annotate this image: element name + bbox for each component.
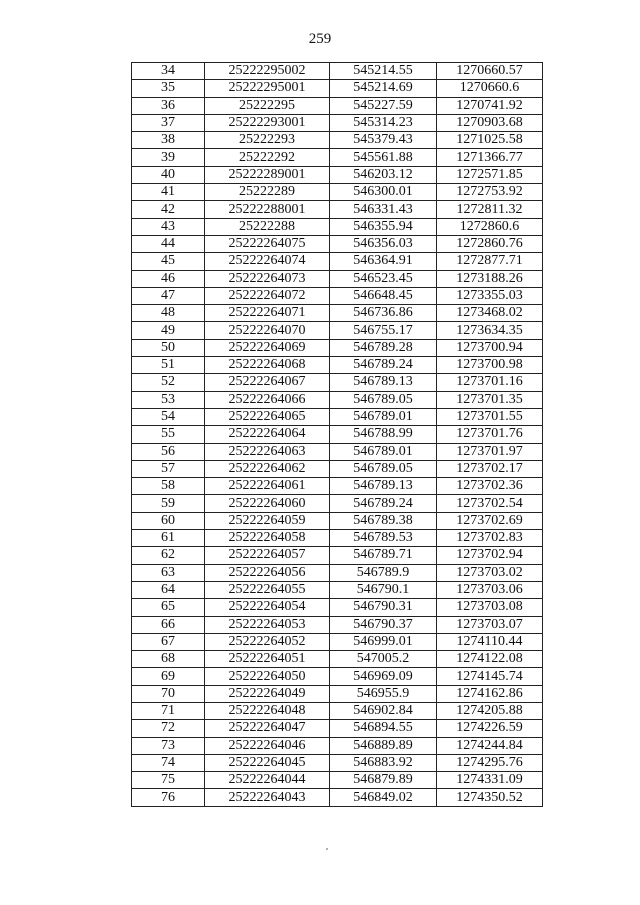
table-row (132, 80, 543, 97)
row-number-cell: 53 (132, 391, 205, 408)
point-id-cell: 25222295001 (205, 80, 330, 97)
x-coordinate-cell: 546789.24 (330, 357, 437, 374)
point-id-cell: 25222264063 (205, 443, 330, 460)
row-number-cell: 70 (132, 685, 205, 702)
table-row (132, 114, 543, 131)
y-coordinate-cell: 1271025.58 (437, 132, 543, 149)
y-coordinate-cell: 1273701.55 (437, 408, 543, 425)
coordinate-table-body (132, 63, 543, 807)
row-number-cell: 66 (132, 616, 205, 633)
table-row (132, 132, 543, 149)
row-number-cell: 72 (132, 720, 205, 737)
point-id-cell: 25222264044 (205, 772, 330, 789)
x-coordinate-cell: 546789.05 (330, 460, 437, 477)
row-number-cell: 55 (132, 426, 205, 443)
y-coordinate-cell: 1273701.76 (437, 426, 543, 443)
table-row (132, 253, 543, 270)
point-id-cell: 25222295 (205, 97, 330, 114)
y-coordinate-cell: 1273702.83 (437, 530, 543, 547)
y-coordinate-cell: 1272753.92 (437, 184, 543, 201)
y-coordinate-cell: 1274350.52 (437, 789, 543, 806)
table-row (132, 201, 543, 218)
row-number-cell: 76 (132, 789, 205, 806)
y-coordinate-cell: 1273702.36 (437, 478, 543, 495)
x-coordinate-cell: 546523.45 (330, 270, 437, 287)
y-coordinate-cell: 1274162.86 (437, 685, 543, 702)
x-coordinate-cell: 546790.1 (330, 581, 437, 598)
x-coordinate-cell: 545561.88 (330, 149, 437, 166)
y-coordinate-cell: 1274244.84 (437, 737, 543, 754)
row-number-cell: 58 (132, 478, 205, 495)
table-row (132, 633, 543, 650)
table-row (132, 305, 543, 322)
x-coordinate-cell: 546889.89 (330, 737, 437, 754)
row-number-cell: 65 (132, 599, 205, 616)
point-id-cell: 25222289 (205, 184, 330, 201)
row-number-cell: 34 (132, 63, 205, 80)
point-id-cell: 25222264068 (205, 357, 330, 374)
table-row (132, 357, 543, 374)
y-coordinate-cell: 1273468.02 (437, 305, 543, 322)
point-id-cell: 25222264046 (205, 737, 330, 754)
x-coordinate-cell: 546789.38 (330, 512, 437, 529)
coordinate-table (131, 62, 543, 807)
table-row (132, 287, 543, 304)
x-coordinate-cell: 546789.71 (330, 547, 437, 564)
point-id-cell: 25222264052 (205, 633, 330, 650)
row-number-cell: 56 (132, 443, 205, 460)
x-coordinate-cell: 545214.69 (330, 80, 437, 97)
table-row (132, 720, 543, 737)
x-coordinate-cell: 547005.2 (330, 651, 437, 668)
row-number-cell: 42 (132, 201, 205, 218)
row-number-cell: 67 (132, 633, 205, 650)
row-number-cell: 47 (132, 287, 205, 304)
row-number-cell: 35 (132, 80, 205, 97)
point-id-cell: 25222264048 (205, 702, 330, 719)
x-coordinate-cell: 545214.55 (330, 63, 437, 80)
point-id-cell: 25222295002 (205, 63, 330, 80)
y-coordinate-cell: 1274226.59 (437, 720, 543, 737)
row-number-cell: 41 (132, 184, 205, 201)
point-id-cell: 25222264054 (205, 599, 330, 616)
y-coordinate-cell: 1273703.08 (437, 599, 543, 616)
y-coordinate-cell: 1274295.76 (437, 754, 543, 771)
table-row (132, 512, 543, 529)
y-coordinate-cell: 1273188.26 (437, 270, 543, 287)
table-row (132, 149, 543, 166)
row-number-cell: 54 (132, 408, 205, 425)
table-row (132, 426, 543, 443)
x-coordinate-cell: 546789.01 (330, 408, 437, 425)
y-coordinate-cell: 1273702.17 (437, 460, 543, 477)
table-row (132, 270, 543, 287)
row-number-cell: 68 (132, 651, 205, 668)
row-number-cell: 46 (132, 270, 205, 287)
scan-artifact-dot (326, 848, 328, 850)
table-row (132, 547, 543, 564)
x-coordinate-cell: 546894.55 (330, 720, 437, 737)
table-row (132, 530, 543, 547)
y-coordinate-cell: 1274205.88 (437, 702, 543, 719)
x-coordinate-cell: 546902.84 (330, 702, 437, 719)
y-coordinate-cell: 1273701.97 (437, 443, 543, 460)
x-coordinate-cell: 546755.17 (330, 322, 437, 339)
y-coordinate-cell: 1270660.6 (437, 80, 543, 97)
y-coordinate-cell: 1274331.09 (437, 772, 543, 789)
table-row (132, 184, 543, 201)
x-coordinate-cell: 546789.24 (330, 495, 437, 512)
y-coordinate-cell: 1270903.68 (437, 114, 543, 131)
x-coordinate-cell: 546648.45 (330, 287, 437, 304)
point-id-cell: 25222264055 (205, 581, 330, 598)
point-id-cell: 25222293 (205, 132, 330, 149)
point-id-cell: 25222264069 (205, 339, 330, 356)
x-coordinate-cell: 546879.89 (330, 772, 437, 789)
y-coordinate-cell: 1274145.74 (437, 668, 543, 685)
x-coordinate-cell: 546969.09 (330, 668, 437, 685)
row-number-cell: 71 (132, 702, 205, 719)
row-number-cell: 36 (132, 97, 205, 114)
x-coordinate-cell: 546789.28 (330, 339, 437, 356)
point-id-cell: 25222293001 (205, 114, 330, 131)
point-id-cell: 25222264045 (205, 754, 330, 771)
point-id-cell: 25222264066 (205, 391, 330, 408)
x-coordinate-cell: 545379.43 (330, 132, 437, 149)
x-coordinate-cell: 546331.43 (330, 201, 437, 218)
point-id-cell: 25222264065 (205, 408, 330, 425)
row-number-cell: 60 (132, 512, 205, 529)
row-number-cell: 61 (132, 530, 205, 547)
row-number-cell: 48 (132, 305, 205, 322)
y-coordinate-cell: 1272860.6 (437, 218, 543, 235)
point-id-cell: 25222264062 (205, 460, 330, 477)
point-id-cell: 25222264073 (205, 270, 330, 287)
table-row (132, 495, 543, 512)
y-coordinate-cell: 1273355.03 (437, 287, 543, 304)
table-row (132, 651, 543, 668)
table-row (132, 581, 543, 598)
row-number-cell: 59 (132, 495, 205, 512)
y-coordinate-cell: 1272860.76 (437, 235, 543, 252)
table-row (132, 322, 543, 339)
page-number: 259 (308, 31, 332, 47)
table-row (132, 408, 543, 425)
table-row (132, 235, 543, 252)
x-coordinate-cell: 546356.03 (330, 235, 437, 252)
point-id-cell: 25222264051 (205, 651, 330, 668)
x-coordinate-cell: 546790.37 (330, 616, 437, 633)
row-number-cell: 50 (132, 339, 205, 356)
y-coordinate-cell: 1273703.06 (437, 581, 543, 598)
table-row (132, 97, 543, 114)
y-coordinate-cell: 1273703.02 (437, 564, 543, 581)
table-row (132, 443, 543, 460)
point-id-cell: 25222264075 (205, 235, 330, 252)
row-number-cell: 49 (132, 322, 205, 339)
point-id-cell: 25222264050 (205, 668, 330, 685)
table-row (132, 789, 543, 806)
point-id-cell: 25222264056 (205, 564, 330, 581)
table-row (132, 166, 543, 183)
x-coordinate-cell: 546203.12 (330, 166, 437, 183)
x-coordinate-cell: 546788.99 (330, 426, 437, 443)
table-row (132, 754, 543, 771)
row-number-cell: 43 (132, 218, 205, 235)
table-row (132, 685, 543, 702)
x-coordinate-cell: 546955.9 (330, 685, 437, 702)
point-id-cell: 25222289001 (205, 166, 330, 183)
table-row (132, 702, 543, 719)
point-id-cell: 25222264049 (205, 685, 330, 702)
y-coordinate-cell: 1272811.32 (437, 201, 543, 218)
x-coordinate-cell: 546999.01 (330, 633, 437, 650)
row-number-cell: 45 (132, 253, 205, 270)
y-coordinate-cell: 1272877.71 (437, 253, 543, 270)
x-coordinate-cell: 546364.91 (330, 253, 437, 270)
table-row (132, 218, 543, 235)
point-id-cell: 25222264059 (205, 512, 330, 529)
y-coordinate-cell: 1274122.08 (437, 651, 543, 668)
table-row (132, 391, 543, 408)
y-coordinate-cell: 1273703.07 (437, 616, 543, 633)
table-row (132, 668, 543, 685)
y-coordinate-cell: 1273702.94 (437, 547, 543, 564)
point-id-cell: 25222264064 (205, 426, 330, 443)
row-number-cell: 64 (132, 581, 205, 598)
row-number-cell: 52 (132, 374, 205, 391)
table-row (132, 616, 543, 633)
row-number-cell: 40 (132, 166, 205, 183)
x-coordinate-cell: 546790.31 (330, 599, 437, 616)
y-coordinate-cell: 1273702.54 (437, 495, 543, 512)
row-number-cell: 57 (132, 460, 205, 477)
y-coordinate-cell: 1274110.44 (437, 633, 543, 650)
table-row (132, 564, 543, 581)
x-coordinate-cell: 546789.9 (330, 564, 437, 581)
row-number-cell: 63 (132, 564, 205, 581)
row-number-cell: 51 (132, 357, 205, 374)
table-row (132, 737, 543, 754)
row-number-cell: 74 (132, 754, 205, 771)
table-row (132, 374, 543, 391)
y-coordinate-cell: 1271366.77 (437, 149, 543, 166)
row-number-cell: 75 (132, 772, 205, 789)
point-id-cell: 25222264072 (205, 287, 330, 304)
point-id-cell: 25222288 (205, 218, 330, 235)
table-row (132, 63, 543, 80)
y-coordinate-cell: 1270660.57 (437, 63, 543, 80)
point-id-cell: 25222264057 (205, 547, 330, 564)
x-coordinate-cell: 546789.05 (330, 391, 437, 408)
row-number-cell: 44 (132, 235, 205, 252)
table-row (132, 339, 543, 356)
y-coordinate-cell: 1273700.94 (437, 339, 543, 356)
table-row (132, 460, 543, 477)
point-id-cell: 25222264047 (205, 720, 330, 737)
point-id-cell: 25222264074 (205, 253, 330, 270)
point-id-cell: 25222264070 (205, 322, 330, 339)
x-coordinate-cell: 546789.53 (330, 530, 437, 547)
row-number-cell: 39 (132, 149, 205, 166)
x-coordinate-cell: 546736.86 (330, 305, 437, 322)
row-number-cell: 38 (132, 132, 205, 149)
row-number-cell: 69 (132, 668, 205, 685)
table-row (132, 772, 543, 789)
x-coordinate-cell: 546883.92 (330, 754, 437, 771)
y-coordinate-cell: 1270741.92 (437, 97, 543, 114)
y-coordinate-cell: 1272571.85 (437, 166, 543, 183)
x-coordinate-cell: 546849.02 (330, 789, 437, 806)
x-coordinate-cell: 546355.94 (330, 218, 437, 235)
table-row (132, 599, 543, 616)
point-id-cell: 25222292 (205, 149, 330, 166)
y-coordinate-cell: 1273701.16 (437, 374, 543, 391)
y-coordinate-cell: 1273634.35 (437, 322, 543, 339)
point-id-cell: 25222264067 (205, 374, 330, 391)
point-id-cell: 25222264060 (205, 495, 330, 512)
x-coordinate-cell: 546300.01 (330, 184, 437, 201)
x-coordinate-cell: 546789.13 (330, 374, 437, 391)
x-coordinate-cell: 546789.13 (330, 478, 437, 495)
row-number-cell: 37 (132, 114, 205, 131)
x-coordinate-cell: 545314.23 (330, 114, 437, 131)
row-number-cell: 73 (132, 737, 205, 754)
point-id-cell: 25222264043 (205, 789, 330, 806)
y-coordinate-cell: 1273701.35 (437, 391, 543, 408)
x-coordinate-cell: 546789.01 (330, 443, 437, 460)
y-coordinate-cell: 1273700.98 (437, 357, 543, 374)
point-id-cell: 25222264053 (205, 616, 330, 633)
point-id-cell: 25222264061 (205, 478, 330, 495)
x-coordinate-cell: 545227.59 (330, 97, 437, 114)
point-id-cell: 25222264071 (205, 305, 330, 322)
table-row (132, 478, 543, 495)
y-coordinate-cell: 1273702.69 (437, 512, 543, 529)
point-id-cell: 25222264058 (205, 530, 330, 547)
point-id-cell: 25222288001 (205, 201, 330, 218)
row-number-cell: 62 (132, 547, 205, 564)
